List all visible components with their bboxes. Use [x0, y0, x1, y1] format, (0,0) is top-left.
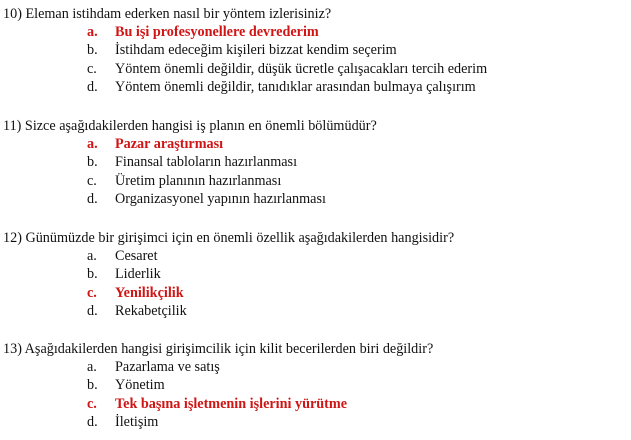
option-b	[3, 265, 628, 283]
option-b	[3, 41, 628, 59]
question-text: 11) Sizce aşağıdakilerden hangisi iş planın en önemli bölümüdür?	[3, 118, 377, 134]
option-text: Yenilikçilik	[115, 284, 184, 301]
question-11	[3, 117, 628, 209]
option-text: Rekabetçilik	[115, 303, 187, 320]
option-letter: b.	[87, 266, 98, 283]
option-letter: b.	[87, 42, 98, 59]
option-c	[3, 395, 628, 413]
option-letter: d.	[87, 79, 98, 96]
question-text: 10) Eleman istihdam ederken nasıl bir yöntem izlerisiniz?	[3, 6, 332, 22]
option-letter: d.	[87, 414, 98, 431]
option-letter: b.	[87, 377, 98, 394]
option-letter: c.	[87, 172, 97, 189]
option-text: Yöntem önemli değildir, düşük ücretle çalışacakları tercih ederim	[115, 60, 488, 77]
option-text: Pazar araştırması	[115, 136, 224, 152]
option-text: Organizasyonel yapının hazırlanması	[115, 191, 326, 208]
option-text: Üretim planının hazırlanması	[115, 172, 282, 189]
option-text: Cesaret	[115, 248, 158, 264]
option-a	[3, 247, 628, 265]
option-letter: c.	[87, 395, 97, 412]
option-list	[3, 23, 628, 97]
option-d	[3, 302, 628, 320]
option-c	[3, 60, 628, 78]
option-letter: b.	[87, 154, 98, 171]
option-a	[3, 23, 628, 41]
option-letter: d.	[87, 191, 98, 208]
option-text: İletişim	[115, 414, 159, 431]
option-d	[3, 413, 628, 431]
option-letter: d.	[87, 303, 98, 320]
option-text: Bu işi profesyonellere devrederim	[115, 24, 319, 40]
option-text: İstihdam edeceğim kişileri bizzat kendim seçerim	[115, 42, 397, 59]
option-text: Liderlik	[115, 266, 161, 283]
option-letter: a.	[87, 24, 98, 40]
option-b	[3, 376, 628, 394]
question-10	[3, 5, 628, 97]
question-13	[3, 340, 628, 432]
option-letter: a.	[87, 359, 97, 375]
option-text: Yöntem önemli değildir, tanıdıklar arasından bulmaya çalışırım	[115, 79, 476, 96]
option-letter: c.	[87, 60, 97, 77]
option-a	[3, 358, 628, 376]
option-list	[3, 135, 628, 209]
option-text: Finansal tabloların hazırlanması	[115, 154, 298, 171]
option-a	[3, 135, 628, 153]
option-text: Pazarlama ve satış	[115, 359, 220, 375]
option-letter: a.	[87, 136, 98, 152]
question-text: 13) Aşağıdakilerden hangisi girişimcilik için kilit becerilerden biri değildir?	[3, 341, 434, 357]
option-text: Tek başına işletmenin işlerini yürütme	[115, 395, 348, 412]
option-text: Yönetim	[115, 377, 165, 394]
option-letter: c.	[87, 284, 97, 301]
question-text: 12) Günümüzde bir girişimci için en önemli özellik aşağıdakilerden hangisidir?	[3, 230, 455, 246]
option-d	[3, 190, 628, 208]
option-c	[3, 284, 628, 302]
option-list	[3, 358, 628, 432]
option-list	[3, 247, 628, 321]
option-d	[3, 78, 628, 96]
option-c	[3, 172, 628, 190]
option-b	[3, 153, 628, 171]
option-letter: a.	[87, 248, 97, 264]
question-12	[3, 229, 628, 321]
